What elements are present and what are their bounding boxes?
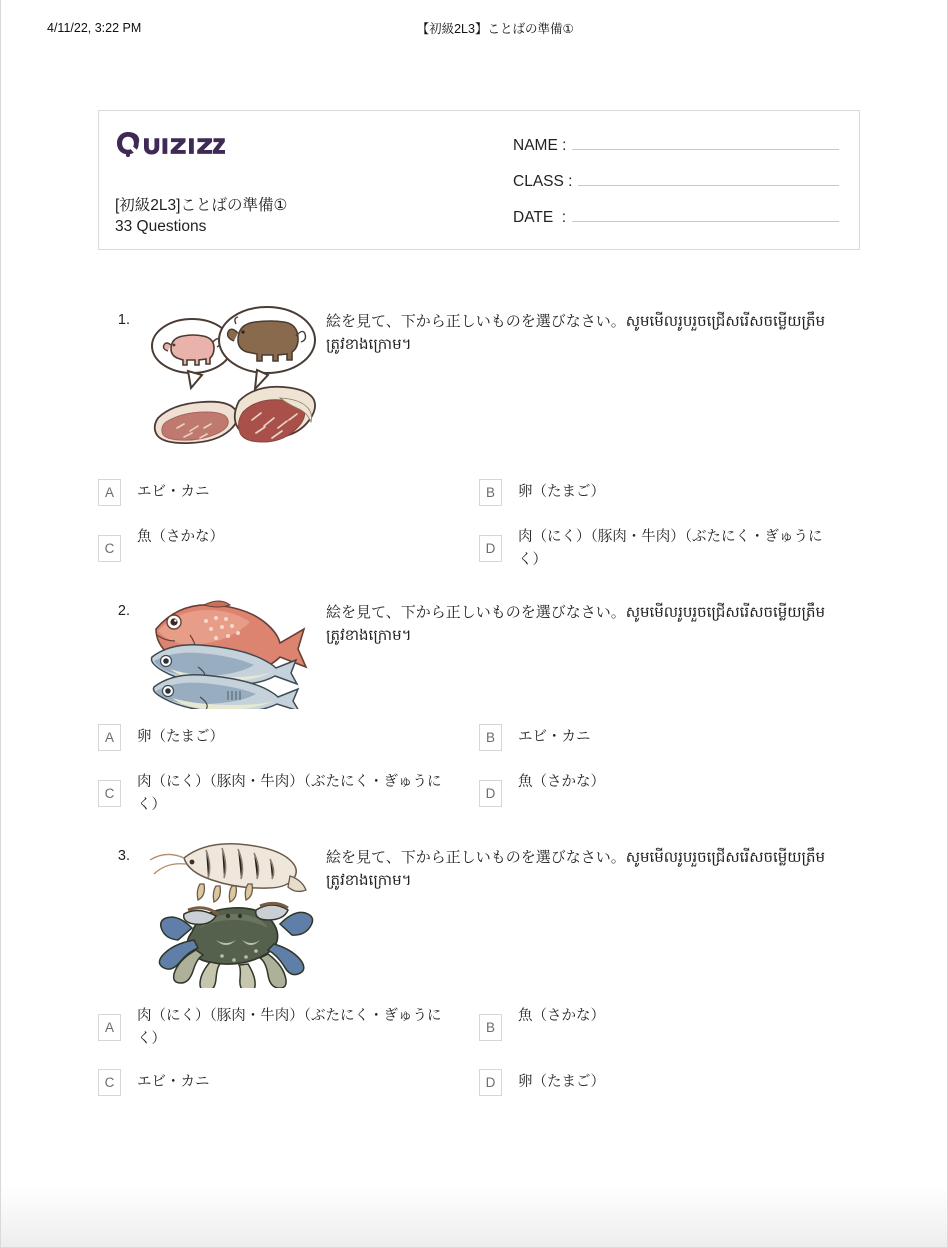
option-label: 卵（たまご）	[518, 1074, 605, 1090]
date-field-row	[513, 207, 839, 227]
name-field-row	[513, 135, 839, 155]
option-letter-badge: D	[479, 535, 502, 562]
option-a[interactable]	[98, 715, 479, 760]
name-field-label: NAME :	[513, 137, 567, 154]
option-d[interactable]	[479, 1060, 860, 1105]
option-d[interactable]	[479, 515, 860, 581]
option-label: 卵（たまご）	[518, 484, 605, 500]
page-break-shadow	[1, 1185, 947, 1248]
question-prompt: 絵を見て、下から正しいものを選びなさい。សូមមើលរូបរួចជ្រើសរើសចម្លើយត្រឹមត្រូវខាងក្រោម។	[326, 849, 826, 889]
option-a[interactable]	[98, 994, 479, 1060]
questions-list	[98, 300, 860, 1115]
option-letter-badge: C	[98, 780, 121, 807]
options-list	[98, 470, 860, 581]
date-field-input[interactable]	[572, 207, 839, 222]
print-datetime: 4/11/22, 3:22 PM	[47, 21, 142, 35]
option-label: 肉（にく）（豚肉・牛肉）（ぶたにく・ぎゅうにく）	[137, 1008, 442, 1047]
shrimp-and-crab-illustration	[130, 836, 326, 988]
question-main	[98, 836, 860, 988]
option-letter-badge: B	[479, 724, 502, 751]
question-item	[98, 300, 860, 581]
question-item	[98, 591, 860, 826]
class-field-label: CLASS :	[513, 173, 573, 190]
print-header	[1, 0, 947, 56]
option-letter-badge: D	[479, 1069, 502, 1096]
option-c[interactable]	[98, 760, 479, 826]
option-letter-badge: B	[479, 479, 502, 506]
quiz-info-left	[99, 111, 499, 249]
option-letter-badge: C	[98, 1069, 121, 1096]
option-letter-badge: A	[98, 479, 121, 506]
option-label: 魚（さかな）	[518, 774, 605, 790]
option-label: エビ・カニ	[137, 1074, 210, 1090]
date-field-label: DATE :	[513, 209, 567, 226]
option-b[interactable]	[479, 470, 860, 515]
options-list	[98, 994, 860, 1105]
class-field-input[interactable]	[578, 171, 839, 186]
question-prompt: 絵を見て、下から正しいものを選びなさい。សូមមើលរូបរួចជ្រើសរើសចម្លើយត្រឹមត្រូវខាងក្រោម។	[326, 313, 826, 353]
option-d[interactable]	[479, 760, 860, 826]
student-fields	[499, 111, 859, 249]
option-c[interactable]	[98, 1060, 479, 1105]
option-c[interactable]	[98, 515, 479, 581]
pork-and-beef-meat-illustration	[130, 300, 326, 464]
option-letter-badge: B	[479, 1014, 502, 1041]
option-label: エビ・カニ	[518, 729, 591, 745]
question-main	[98, 591, 860, 709]
class-field-row	[513, 171, 839, 191]
option-b[interactable]	[479, 994, 860, 1060]
option-label: 卵（たまご）	[137, 729, 224, 745]
options-list	[98, 715, 860, 826]
option-label: エビ・カニ	[137, 484, 210, 500]
question-number: 3.	[117, 848, 130, 864]
option-label: 魚（さかな）	[137, 529, 224, 545]
option-letter-badge: A	[98, 724, 121, 751]
option-label: 肉（にく）（豚肉・牛肉）（ぶたにく・ぎゅうにく）	[518, 529, 823, 568]
fish-illustration	[130, 591, 326, 709]
question-prompt: 絵を見て、下から正しいものを選びなさい。សូមមើលរូបរួចជ្រើសរើសចម្លើយត្រឹមត្រូវខាងក្រោម។	[326, 604, 826, 644]
quiz-title: [初級2L3]ことばの準備①	[115, 197, 288, 214]
question-number: 2.	[117, 603, 130, 619]
print-document-title: 【初級2L3】ことばの準備①	[416, 22, 574, 36]
question-item	[98, 836, 860, 1105]
quiz-question-count: 33 Questions	[115, 218, 207, 235]
option-b[interactable]	[479, 715, 860, 760]
option-letter-badge: D	[479, 780, 502, 807]
quiz-info-card	[98, 110, 860, 250]
option-label: 肉（にく）（豚肉・牛肉）（ぶたにく・ぎゅうにく）	[137, 774, 442, 813]
option-letter-badge: A	[98, 1014, 121, 1041]
question-main	[98, 300, 860, 464]
option-label: 魚（さかな）	[518, 1008, 605, 1024]
option-a[interactable]	[98, 470, 479, 515]
quizizz-logo	[115, 131, 499, 157]
name-field-input[interactable]	[572, 135, 839, 150]
question-number: 1.	[117, 312, 130, 328]
option-letter-badge: C	[98, 535, 121, 562]
